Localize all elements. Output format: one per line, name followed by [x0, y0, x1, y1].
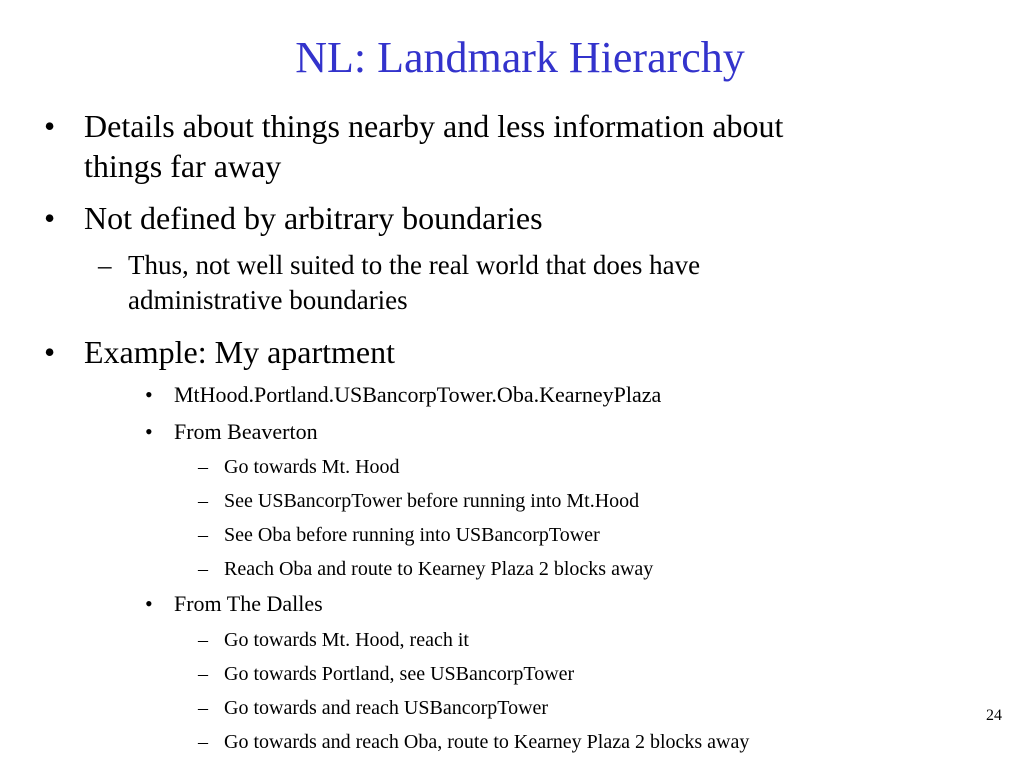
bullet-marker: • — [145, 419, 153, 444]
bullet-marker: • — [44, 200, 56, 236]
level4-text: See USBancorpTower before running into Mt.Hood — [224, 490, 640, 512]
level3-text: From Beaverton — [174, 419, 318, 444]
dash-marker: – — [198, 629, 208, 651]
dash-marker: – — [98, 250, 112, 280]
level3-text: From The Dalles — [174, 591, 323, 616]
level4-text: See Oba before running into USBancorpTower — [224, 524, 600, 546]
bullet-marker: • — [44, 108, 56, 144]
bullet-text: Not defined by arbitrary boundaries — [84, 200, 543, 236]
level4-text: Go towards and reach Oba, route to Kearney Plaza 2 blocks away — [224, 731, 750, 753]
bullet-marker: • — [145, 591, 153, 616]
level4-text: Go towards Mt. Hood — [224, 456, 400, 478]
level3-text: MtHood.Portland.USBancorpTower.Oba.KearneyPlaza — [174, 382, 662, 407]
sub-bullet-text: Thus, not well suited to the real world that does have — [128, 250, 701, 280]
level4-text: Go towards and reach USBancorpTower — [224, 697, 549, 719]
dash-marker: – — [198, 456, 208, 478]
bullet-text: Example: My apartment — [84, 334, 396, 370]
level4-text: Go towards Mt. Hood, reach it — [224, 629, 469, 651]
page-number: 24 — [986, 707, 1002, 724]
level4-text: Reach Oba and route to Kearney Plaza 2 blocks away — [224, 558, 654, 580]
dash-marker: – — [198, 663, 208, 685]
dash-marker: – — [198, 697, 208, 719]
bullet-text: things far away — [84, 148, 282, 184]
slide-title: NL: Landmark Hierarchy — [295, 33, 745, 82]
bullet-text: Details about things nearby and less information about — [84, 108, 784, 144]
sub-bullet-text: administrative boundaries — [128, 285, 408, 315]
dash-marker: – — [198, 731, 208, 753]
bullet-marker: • — [44, 334, 56, 370]
dash-marker: – — [198, 490, 208, 512]
dash-marker: – — [198, 558, 208, 580]
dash-marker: – — [198, 524, 208, 546]
bullet-marker: • — [145, 382, 153, 407]
level4-text: Go towards Portland, see USBancorpTower — [224, 663, 575, 685]
